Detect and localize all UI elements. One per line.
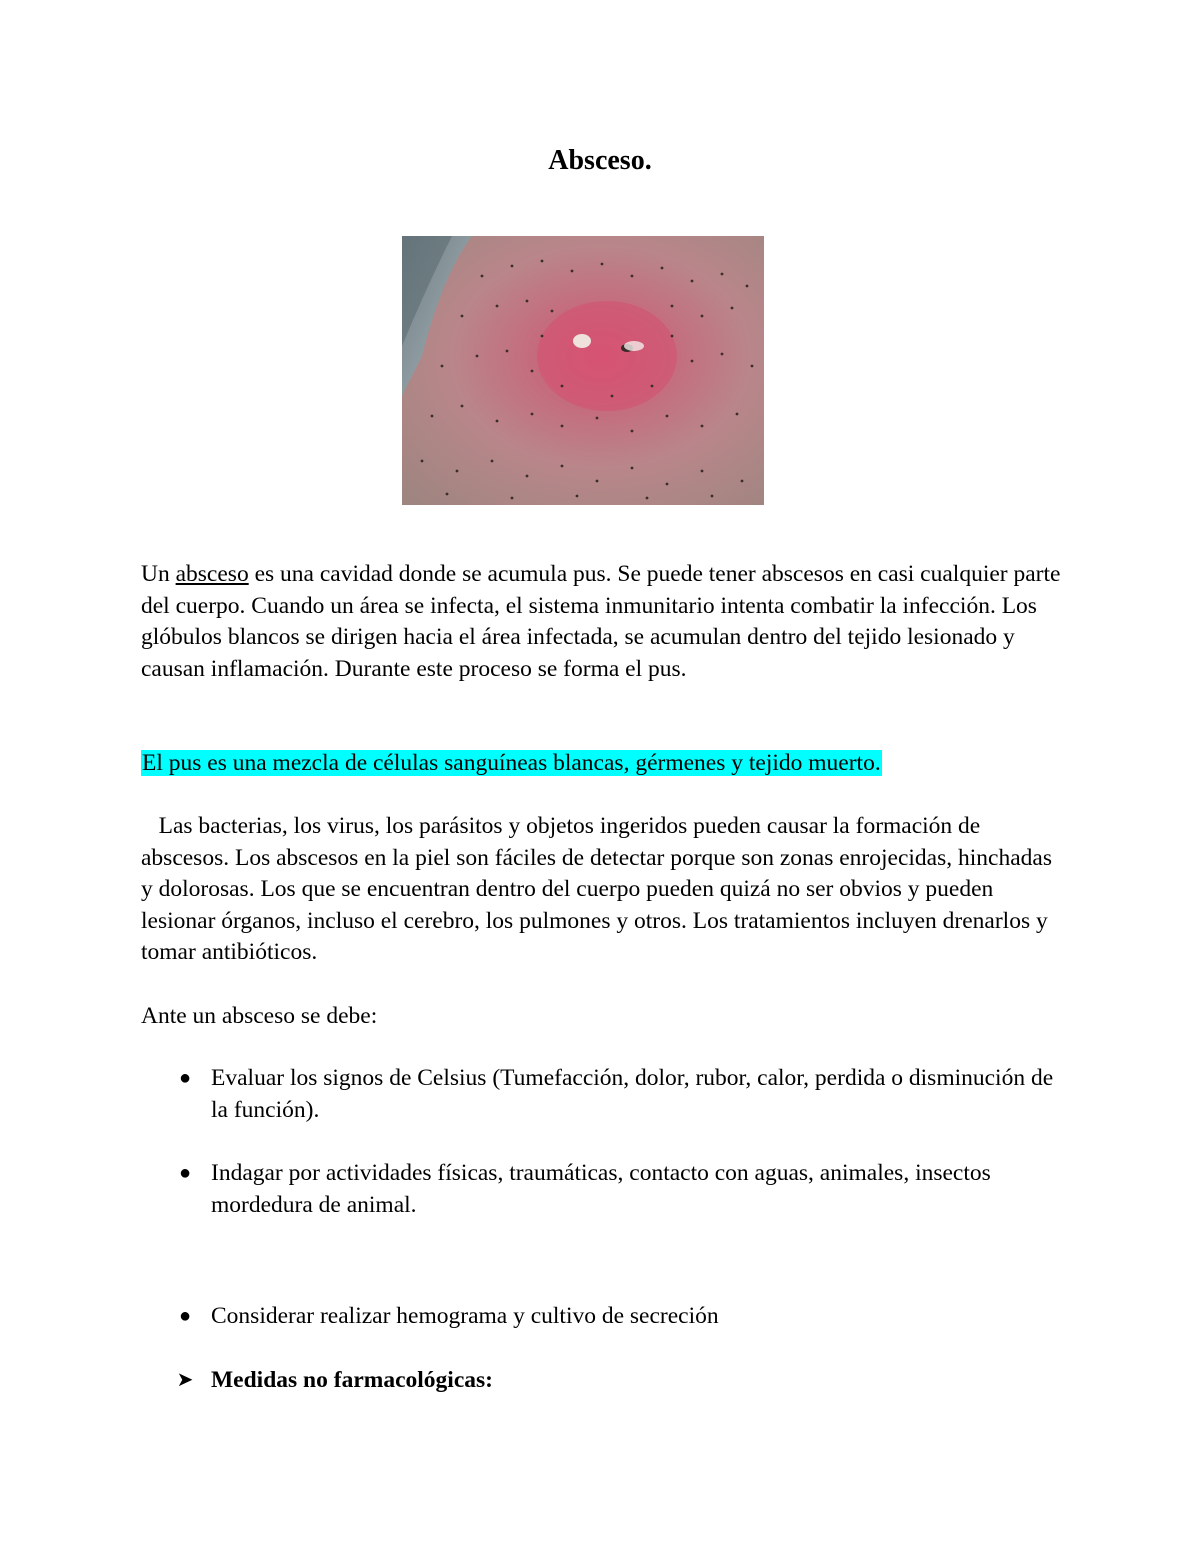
bullet-dot-icon: ● — [178, 1305, 192, 1327]
bullet-dot-icon: ● — [178, 1067, 192, 1089]
document-title: Absceso. — [548, 145, 652, 176]
highlighted-sentence: El pus es una mezcla de células sanguíneas blancas, gérmenes y tejido muerto. — [142, 750, 881, 776]
arrowhead-icon: ➤ — [176, 1369, 194, 1391]
list-intro: Ante un absceso se debe: — [141, 1003, 378, 1029]
intro-paragraph — [141, 559, 1061, 685]
list-item-text: Evaluar los signos de Celsius (Tumefacción, dolor, rubor, calor, perdida o disminución de la función). — [211, 1065, 1054, 1123]
intro-lead: Un — [141, 561, 176, 587]
highlighted-paragraph — [141, 748, 1061, 780]
subheading-text: Medidas no farmacológicas: — [211, 1367, 493, 1393]
absceso-link[interactable]: absceso — [175, 561, 249, 587]
causes-paragraph: Las bacterias, los virus, los parásitos y objetos ingeridos pueden causar la formación de abscesos. Los abscesos en la piel son fáciles de detectar porque son zonas enrojecidas, hinchadas y dolorosas. Los que se encuentran dentro del cuerpo pueden quizá no ser obvios y pueden lesionar órganos, incluso el cerebro, los pulmones y otros. Los tratamientos incluyen drenarlos y tomar antibióticos. — [141, 813, 1058, 965]
intro-rest: es una cavidad donde se acumula pus. Se puede tener abscesos en casi cualquier parte del cuerpo. Cuando un área se infecta, el sistema inmunitario intenta combatir la infección. Los glóbulos blancos se dirigen hacia el área infectada, se acumulan dentro del tejido lesionado y causan inflamación. Durante este proceso se forma el pus. — [141, 561, 1061, 682]
list-item-text: Indagar por actividades físicas, traumáticas, contacto con aguas, animales, insectos mordedura de animal. — [211, 1160, 991, 1218]
list-item-text: Considerar realizar hemograma y cultivo de secreción — [211, 1303, 719, 1329]
abscess-photo — [402, 236, 764, 505]
bullet-dot-icon: ● — [178, 1162, 192, 1184]
